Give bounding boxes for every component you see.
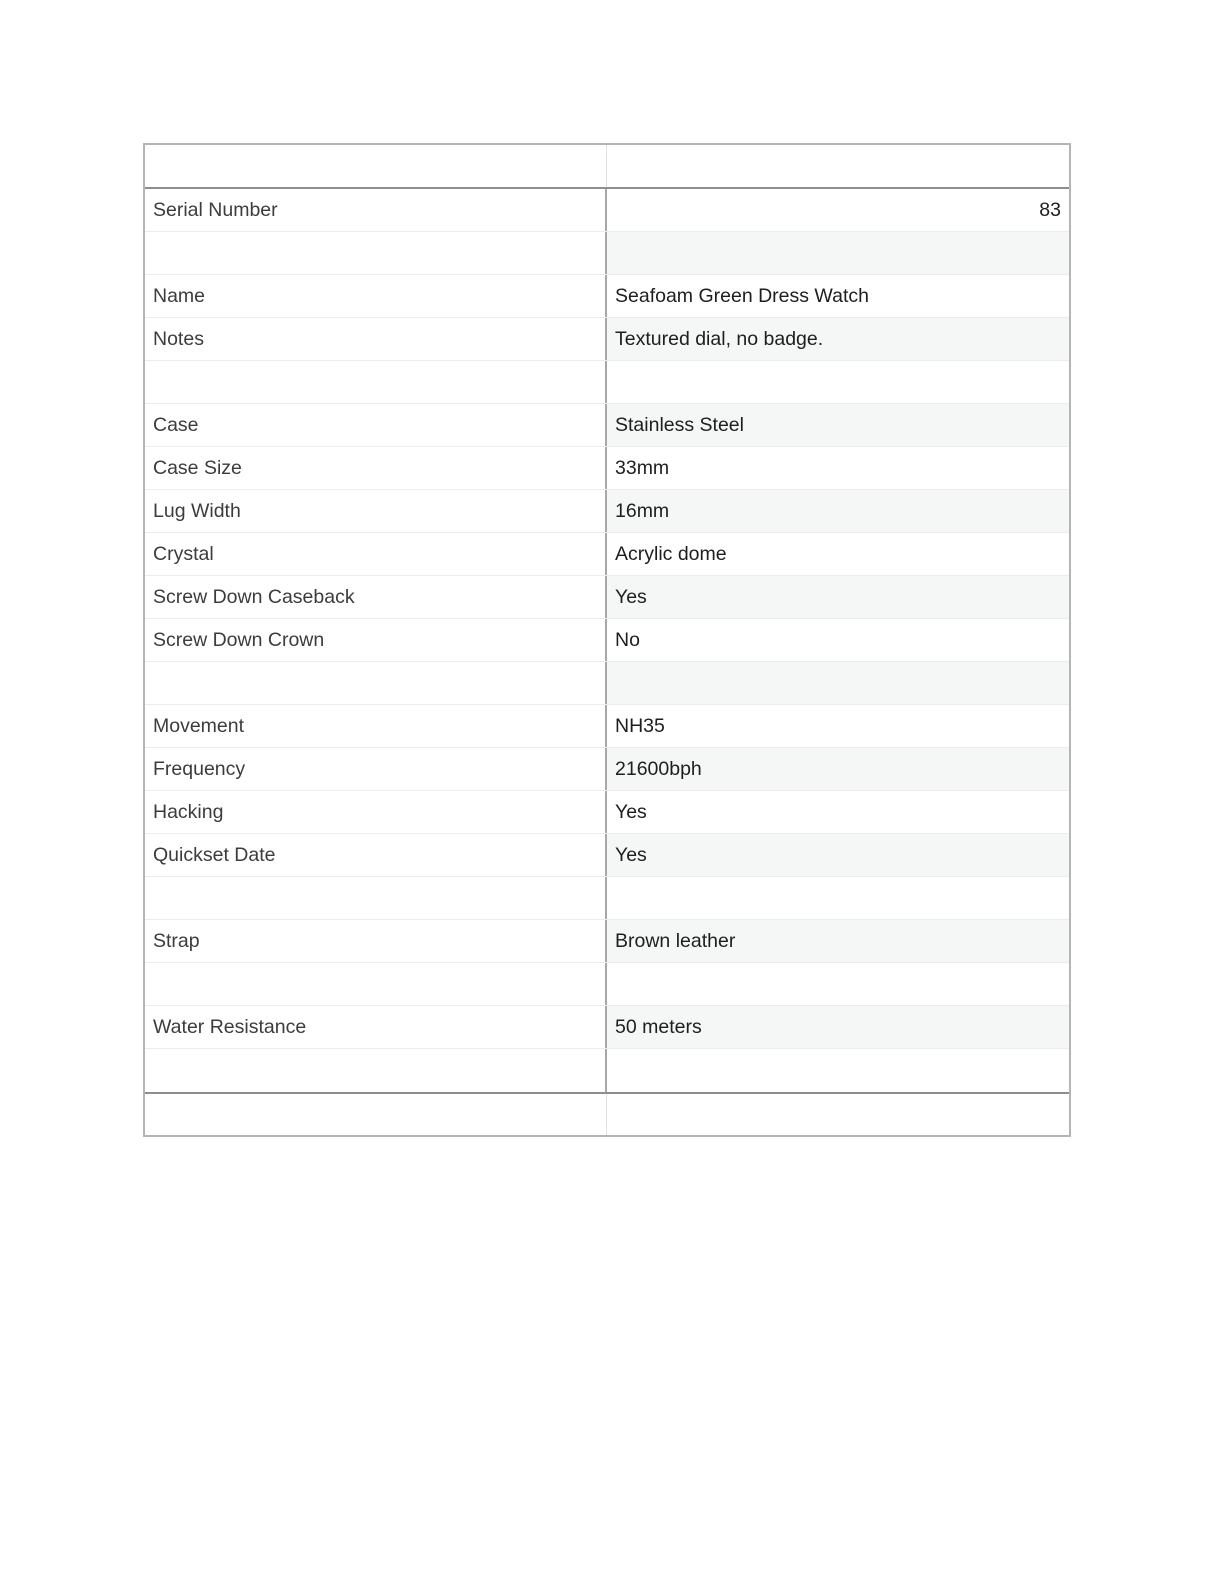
row-value: 21600bph (607, 748, 1069, 790)
footer-cell-value (607, 1094, 1069, 1135)
table-row-screw-down-caseback (145, 576, 1069, 619)
row-label: Crystal (145, 533, 607, 575)
row-value (607, 361, 1069, 403)
row-value (607, 1049, 1069, 1092)
row-value (607, 877, 1069, 919)
table-row-strap (145, 920, 1069, 963)
row-label (145, 963, 607, 1005)
row-value: Yes (607, 834, 1069, 876)
table-row-spacer (145, 1049, 1069, 1092)
row-value: Textured dial, no badge. (607, 318, 1069, 360)
row-label: Movement (145, 705, 607, 747)
row-label: Strap (145, 920, 607, 962)
row-label: Serial Number (145, 189, 607, 231)
row-value: Acrylic dome (615, 542, 727, 565)
row-label: Screw Down Caseback (145, 576, 607, 618)
row-label: Screw Down Crown (145, 619, 607, 661)
row-value (607, 232, 1069, 274)
table-row-water-resistance (145, 1006, 1069, 1049)
table-row-case (145, 404, 1069, 447)
row-value: 83 (1039, 198, 1061, 221)
footer-cell-label (145, 1094, 607, 1135)
table-row-spacer (145, 361, 1069, 404)
row-label: Case (145, 404, 607, 446)
table-row-lug-width (145, 490, 1069, 533)
table-row-hacking (145, 791, 1069, 834)
table-row-movement (145, 705, 1069, 748)
table-row-case-size (145, 447, 1069, 490)
row-label (145, 662, 607, 704)
header-cell-value (607, 145, 1069, 187)
table-row-screw-down-crown (145, 619, 1069, 662)
table-row-frequency (145, 748, 1069, 791)
row-value: Stainless Steel (607, 404, 1069, 446)
table-footer-row (145, 1092, 1069, 1135)
table-header-row (145, 145, 1069, 189)
row-label: Notes (145, 318, 607, 360)
header-cell-label (145, 145, 607, 187)
row-label: Case Size (145, 447, 607, 489)
row-value: 33mm (615, 456, 670, 479)
row-label: Water Resistance (145, 1006, 607, 1048)
row-label (145, 361, 607, 403)
row-value: Yes (607, 576, 1069, 618)
table-row-spacer (145, 963, 1069, 1006)
row-label: Hacking (145, 791, 607, 833)
table-row-spacer (145, 662, 1069, 705)
row-value: No (615, 628, 640, 651)
table-row-crystal (145, 533, 1069, 576)
table-row-spacer (145, 232, 1069, 275)
row-value: Brown leather (607, 920, 1069, 962)
table-row-serial-number (145, 189, 1069, 232)
row-value: NH35 (615, 714, 665, 737)
row-value (607, 662, 1069, 704)
row-label (145, 1049, 607, 1092)
watch-spec-table (143, 143, 1071, 1137)
row-value (607, 963, 1069, 1005)
row-label: Frequency (145, 748, 607, 790)
table-row-notes (145, 318, 1069, 361)
table-row-spacer (145, 877, 1069, 920)
table-row-quickset-date (145, 834, 1069, 877)
row-label: Quickset Date (145, 834, 607, 876)
row-value: 16mm (607, 490, 1069, 532)
row-label: Name (145, 275, 607, 317)
table-row-name (145, 275, 1069, 318)
row-value: Yes (615, 800, 647, 823)
row-label (145, 232, 607, 274)
row-value: Seafoam Green Dress Watch (615, 284, 869, 307)
row-label (145, 877, 607, 919)
row-label: Lug Width (145, 490, 607, 532)
row-value: 50 meters (607, 1006, 1069, 1048)
